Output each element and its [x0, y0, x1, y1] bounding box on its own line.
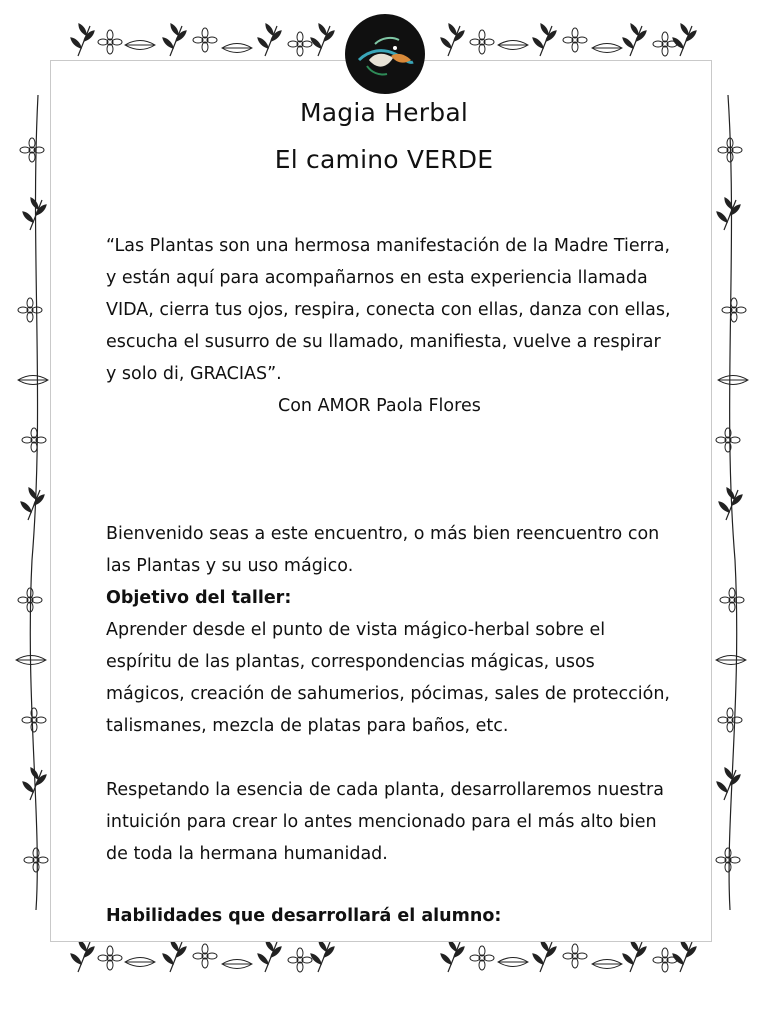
- title-line-2: El camino VERDE: [274, 145, 494, 174]
- objective-paragraph: Aprender desde el punto de vista mágico-herbal sobre el espíritu de las plantas, correspondencias mágicas, usos mágicos, creación de sahumerios, pócimas, sales de protección, talismanes, mezcla de platas para baños, etc.: [106, 620, 670, 736]
- skills-heading: Habilidades que desarrollará el alumno:: [106, 906, 502, 926]
- quote-signature: Con AMOR Paola Flores: [278, 396, 481, 416]
- right-floral-vine: [716, 95, 748, 910]
- left-floral-vine: [16, 95, 48, 910]
- bottom-floral-band: [71, 940, 696, 972]
- intro-paragraph: Bienvenido seas a este encuentro, o más bien reencuentro con las Plantas y su uso mágico.: [106, 524, 660, 576]
- respect-paragraph: Respetando la esencia de cada planta, desarrollaremos nuestra intuición para crear lo antes mencionado para el más alto bien de toda la hermana humanidad.: [106, 780, 664, 864]
- quote-paragraph: “Las Plantas son una hermosa manifestación de la Madre Tierra, y están aquí para acompañarnos en esta experiencia llamada VIDA, cierra tus ojos, respira, conecta con ellas, danza con ellas, escucha el susurro de su llamado, manifiesta, vuelve a respirar y solo di, GRACIAS”.: [106, 236, 671, 384]
- objective-heading: Objetivo del taller:: [106, 588, 292, 608]
- title-line-1: Magia Herbal: [300, 98, 468, 127]
- hummingbird-logo-icon: [345, 14, 425, 94]
